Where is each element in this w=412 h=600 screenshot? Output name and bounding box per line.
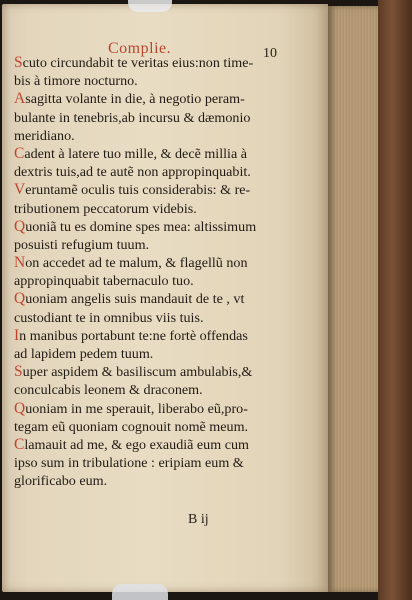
text-line: glorificabo eum. (14, 473, 108, 490)
rubricated-initial: Q (14, 290, 26, 308)
rubricated-initial: C (14, 144, 25, 162)
text-line: ipso sum in tribulatione : eripiam eum & (14, 455, 244, 472)
text-line: conculcabis leonem & draconem. (14, 382, 203, 399)
running-head: Complie. (108, 40, 172, 57)
text-line: tegam eũ quoniam cognouit nomẽ meum. (14, 418, 249, 435)
text-line: Clamauit ad me, & ego exaudiã eum cum (14, 435, 249, 453)
text-line: Scuto circundabit te veritas eius:non time- (14, 54, 254, 71)
bottom-clip (112, 584, 168, 600)
page-fore-edge (328, 6, 378, 592)
rubricated-initial: N (14, 254, 26, 272)
text-line: bis à timore nocturno. (14, 73, 138, 90)
text-line: bulante in tenebris,ab incursu & dæmonio (14, 109, 251, 126)
text-line: Cadent à latere tuo mille, & decẽ millia à (14, 144, 248, 162)
text-line: meridiano. (14, 127, 75, 144)
text-line: Quoniã tu es domine spes mea: altissimum (14, 217, 257, 235)
rubricated-initial: Q (14, 399, 26, 417)
text-line: Quoniam angelis suis mandauit de te , vt (14, 290, 245, 308)
text-line: Non accedet ad te malum, & flagellũ non (14, 254, 248, 272)
folio-number: 10 (263, 46, 277, 61)
rubricated-initial: I (14, 326, 20, 344)
top-clip (128, 0, 172, 12)
text-line: tributionem peccatorum videbis. (14, 200, 197, 217)
text-line: Super aspidem & basiliscum ambulabis,& (14, 363, 253, 381)
text-line: In manibus portabunt te:ne fortè offendas (14, 326, 248, 344)
rubricated-initial: V (14, 181, 26, 199)
rubricated-initial: A (14, 90, 26, 108)
rubricated-initial: C (14, 435, 25, 453)
text-line: Asagitta volante in die, à negotio peram- (14, 90, 245, 108)
text-line: Quoniam in me sperauit, liberabo eũ,pro- (14, 399, 248, 417)
text-line: posuisti refugium tuum. (14, 236, 150, 253)
rubricated-initial: S (14, 54, 23, 71)
book-cover-edge (378, 0, 412, 600)
rubricated-initial: Q (14, 217, 26, 235)
signature-mark: B ij (188, 512, 209, 527)
rubricated-initial: S (14, 363, 23, 381)
text-line: appropinquabit tabernaculo tuo. (14, 273, 194, 290)
text-line: ad lapidem pedem tuum. (14, 346, 154, 362)
psalm-text (14, 54, 286, 491)
text-line: custodiant te in omnibus viis tuis. (14, 309, 204, 326)
text-line: dextris tuis,ad te autẽ non appropinquabit. (14, 164, 251, 181)
text-line: Veruntamẽ oculis tuis considerabis: & re- (14, 181, 251, 199)
